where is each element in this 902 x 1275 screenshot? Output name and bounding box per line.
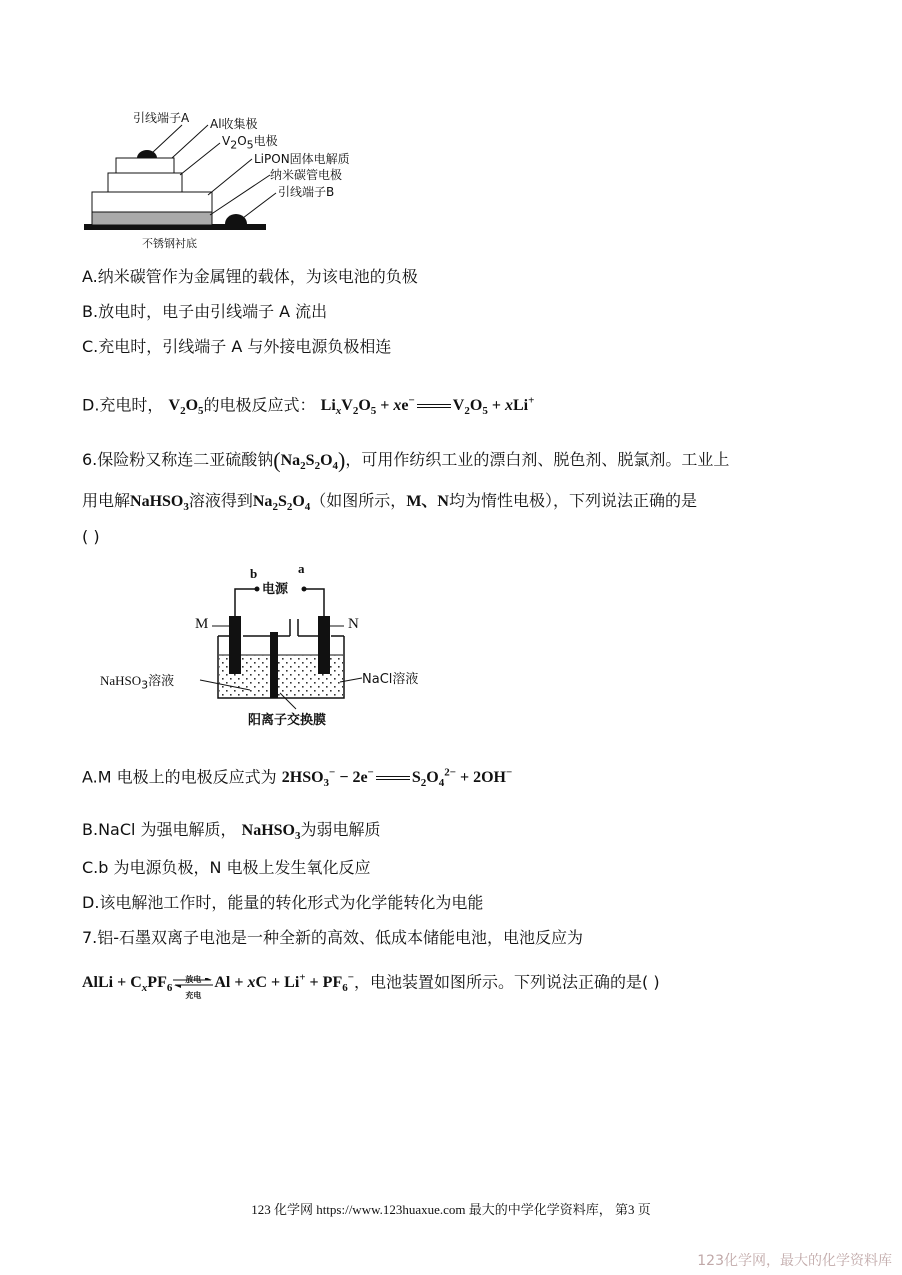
label-lipon: LiPON固体电解质 (254, 152, 350, 166)
label-terminal-b: 引线端子B (278, 185, 335, 199)
q5-option-b: B.放电时，电子由引线端子 A 流出 (82, 302, 328, 321)
q6-option-a: A.M 电极上的电极反应式为 $2HSO_3^- - 2e^-$ $S_2O_4^{2-} + 2OH^-$ (82, 767, 513, 790)
label-al-collector: Al收集极 (210, 117, 258, 131)
label-cnt-electrode: 纳米碳管电极 (270, 168, 343, 182)
label-nahso3-solution: NaHSO$_3$溶液 (100, 673, 175, 692)
label-substrate: 不锈钢衬底 (142, 237, 197, 250)
q7-stem-line2: AlLi + $C_xPF_6$ 放电 充电 Al + xC + $Li^+ + PF_6^-$，电池装置如图所示。下列说法正确的是( ) (82, 967, 660, 1000)
q6-option-c: C.b 为电源负极，N 电极上发生氧化反应 (82, 858, 371, 877)
q7-stem-line1: 7.铝-石墨双离子电池是一种全新的高效、低成本储能电池，电池反应为 (82, 928, 584, 947)
electrolysis-figure (100, 561, 440, 734)
label-terminal-a: 引线端子A (133, 111, 190, 125)
q6-stem-line1: 6.保险粉又称连二亚硫酸钠$(Na_2S_2O_4)$，可用作纺织工业的漂白剂、脱色剂、脱氯剂。工业上 (82, 447, 730, 473)
watermark: 123化学网，最大的化学资料库 (697, 1253, 892, 1269)
label-electrode-m: M (195, 616, 209, 632)
reversible-arrow-icon: 放电 充电 (173, 970, 213, 996)
battery-figure (80, 105, 380, 255)
label-membrane: 阳离子交换膜 (248, 713, 327, 728)
q5-option-c: C.充电时，引线端子 A 与外接电源负极相连 (82, 337, 392, 356)
q6-option-d: D.该电解池工作时，能量的转化形式为化学能转化为电能 (82, 893, 484, 912)
page-footer: 123 化学网 https://www.123huaxue.com 最大的中学化学资料库， 第3 页 (251, 1202, 651, 1217)
label-electrode-n: N (348, 616, 359, 632)
label-nacl-solution: NaCl溶液 (362, 672, 419, 687)
label-power-source: 电源 (262, 582, 289, 597)
q6-answer-bracket: ( ) (82, 527, 100, 546)
label-terminal-a-electrode: a (298, 561, 305, 576)
q5-option-d: D.充电时， $V_2O_5$的电极反应式： $Li_xV_2O_5 + xe^-$ $V_2O_5 + xLi^+$ (82, 395, 535, 418)
label-terminal-b-electrode: b (250, 566, 258, 581)
q5-option-a: A.纳米碳管作为金属锂的载体，为该电池的负极 (82, 267, 418, 286)
q6-option-b: B.NaCl 为强电解质， NaHSO$_3$为弱电解质 (82, 820, 381, 843)
label-v2o5: $V_2O_5$电极 (222, 134, 278, 152)
q6-stem-line2: 用电解NaHSO$_3$溶液得到$Na_2S_2O_4$（如图所示，M、N均为惰性电极），下列说法正确的是 (82, 491, 697, 514)
